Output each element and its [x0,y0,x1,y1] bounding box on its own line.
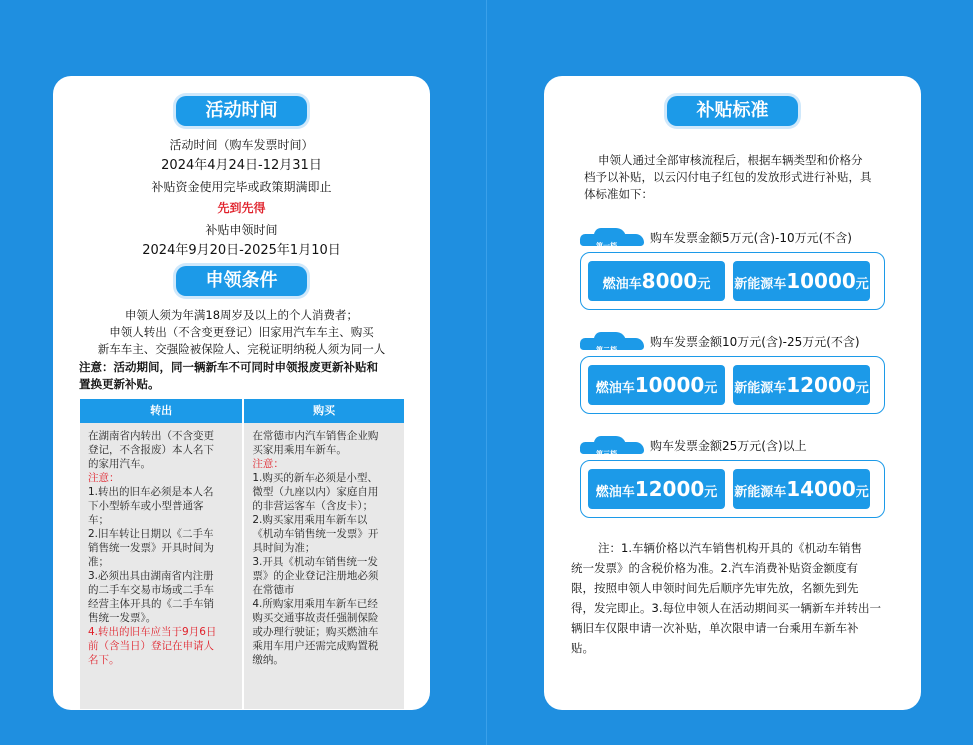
fuel-car-label: 燃油车 [602,277,642,292]
activity-time-label: 活动时间（购车发票时间） [169,138,314,152]
table-cell-line: 4.转出的旧车应当于9月6日 [88,626,217,638]
table-cell-line: 销售统一发票》开具时间为 [88,542,214,554]
notice-line-2: 置换更新补贴。 [79,377,160,391]
table-cell-line: 3.必须出具由湖南省内注册 [88,570,214,582]
table-cell-line: 微型（九座以内）家庭自用 [252,486,379,498]
car-badge-icon [580,228,644,248]
activity-card [53,76,430,710]
first-come-note: 先到先得 [217,201,266,215]
table-cell-line: 2.购买家用乘用车新车以 [252,514,368,526]
table-cell-line: 1.购买的新车必须是小型、 [252,472,378,484]
intro-line-1: 申领人通过全部审核流程后，根据车辆类型和价格分 [598,153,863,167]
table-cell-line: 准； [88,556,109,568]
note-line: 辆旧车仅限申请一次补贴，单次限申请一台乘用车新车补 [571,621,859,635]
condition-line-1: 申领人须为年满18周岁及以上的个人消费者； [124,308,359,322]
table-cell-line: 4.所购家用乘用车新车已经 [252,598,378,610]
table-cell-line: 车； [88,514,109,526]
tier-header [580,226,852,248]
tier-header [580,434,807,456]
table-cell-line: 售统一发票》。 [88,612,157,624]
table-cell-line: 名下。 [88,654,120,666]
activity-time-range: 2024年4月24日-12月31日 [161,158,322,173]
notice-line-1: 注意：活动期间，同一辆新车不可同时申领报废更新补贴和 [79,360,378,374]
table-cell-line: 注意： [88,472,120,484]
note-line: 注：1.车辆价格以汽车销售机构开具的《机动车销售 [598,541,862,555]
conditions-table [80,399,404,709]
fuel-car-label: 燃油车 [595,485,635,500]
fuel-car-subsidy [588,261,725,301]
table-cell-line: 在常德市 [252,584,295,596]
car-badge-icon [580,436,644,456]
fuel-car-label: 燃油车 [595,381,635,396]
table-cell-line: 登记，不含报废）本人名下 [88,444,214,456]
ev-unit: 元 [855,485,869,500]
car-badge-icon [580,332,644,352]
table-cell-line: 的非营运客车（含皮卡）； [252,500,374,512]
ev-subsidy [733,469,870,509]
subsidy-card [544,76,921,710]
tier-badge-label: 第三档 [596,449,617,458]
table-cell-line: 下小型轿车或小型普通客 [88,500,204,512]
claim-time-label: 补贴申领时间 [205,223,278,237]
intro-line-3: 体标准如下： [584,187,653,201]
ev-label: 新能源车 [734,485,787,500]
transfer-cell [80,423,243,709]
condition-line-3: 新车车主、交强险被保险人、完税证明纳税人须为同一人 [97,342,386,356]
transfer-column-header: 转出 [80,399,243,423]
fuel-car-unit: 元 [704,381,718,396]
table-cell-line: 的家用汽车。 [88,458,151,470]
table-cell-line: 2.旧车转让日期以《二手车 [88,528,214,540]
fuel-car-subsidy [588,365,725,405]
table-cell-line: 购买交通事故责任强制保险 [252,612,379,624]
table-cell-line: 票》的企业登记注册地必须 [252,570,379,582]
note-line: 得，发完即止。3.每位申领人在活动期间买一辆新车并转出一 [571,601,881,615]
purchase-cell [243,423,404,709]
ev-amount: 12000 [786,373,856,397]
table-cell-line: 乘用车用户还需完成购置税 [252,640,379,652]
fuel-car-amount: 8000 [641,269,698,293]
ev-unit: 元 [855,277,869,292]
condition-line-2: 申领人转出（不含变更登记）旧家用汽车车主、购买 [109,325,374,339]
intro-line-2: 档予以补贴，以云闪付电子红包的发放形式进行补贴，具 [584,170,872,184]
ev-label: 新能源车 [734,277,787,292]
fuel-car-unit: 元 [704,485,718,500]
activity-end-note: 补贴资金使用完毕或政策期满即止 [151,180,332,194]
fuel-car-subsidy [588,469,725,509]
table-cell-line: 在常德市内汽车销售企业购 [252,430,379,442]
tier-box [580,252,885,310]
table-cell-line: 的二手车交易市场或二手车 [88,584,214,596]
table-cell-line: 3.开具《机动车销售统一发 [252,556,378,568]
table-cell-line: 注意： [252,458,284,470]
table-cell-line: 或办理行驶证；购买燃油车 [252,626,379,638]
tier-box [580,356,885,414]
tier-description: 购车发票金额10万元(含)-25万元(不含) [650,334,860,349]
table-cell-line: 经营主体开具的《二手车销 [88,598,214,610]
table-cell-line: 在湖南省内转出（不含变更 [88,430,214,442]
ev-unit: 元 [855,381,869,396]
table-cell-line: 前（含当日）登记在申请人 [88,640,214,652]
claim-time-range: 2024年9月20日-2025年1月10日 [142,243,341,258]
subsidy-standard-title: 补贴标准 [667,96,798,126]
fuel-car-unit: 元 [697,277,711,292]
tier-description: 购车发票金额25万元(含)以上 [650,438,807,453]
note-line: 限，按照申领人申领时间先后顺序先审先放，名额先到先 [571,581,859,595]
table-cell-line: 缴纳。 [252,654,284,666]
ev-amount: 10000 [786,269,856,293]
table-cell-line: 具时间为准； [252,542,316,554]
ev-label: 新能源车 [734,381,787,396]
conditions-title: 申领条件 [176,266,307,296]
tier-badge-label: 第二档 [596,345,617,354]
fuel-car-amount: 12000 [634,477,705,501]
table-cell-line: 买家用乘用车新车。 [252,444,347,456]
ev-amount: 14000 [786,477,856,501]
tier-description: 购车发票金额5万元(含)-10万元(不含) [650,230,852,245]
ev-subsidy [733,261,870,301]
note-line: 统一发票》的含税价格为准。2.汽车消费补贴资金额度有 [571,561,858,575]
table-cell-line: 《机动车销售统一发票》开 [252,528,379,540]
tier-badge-label: 第一档 [596,241,617,250]
note-line: 贴。 [571,641,594,655]
activity-time-title: 活动时间 [176,96,307,126]
ev-subsidy [733,365,870,405]
tier-box [580,460,885,518]
page-fold [486,0,487,745]
table-cell-line: 1.转出的旧车必须是本人名 [88,486,214,498]
tier-header [580,330,860,352]
purchase-column-header: 购买 [243,399,404,423]
fuel-car-amount: 10000 [634,373,705,397]
